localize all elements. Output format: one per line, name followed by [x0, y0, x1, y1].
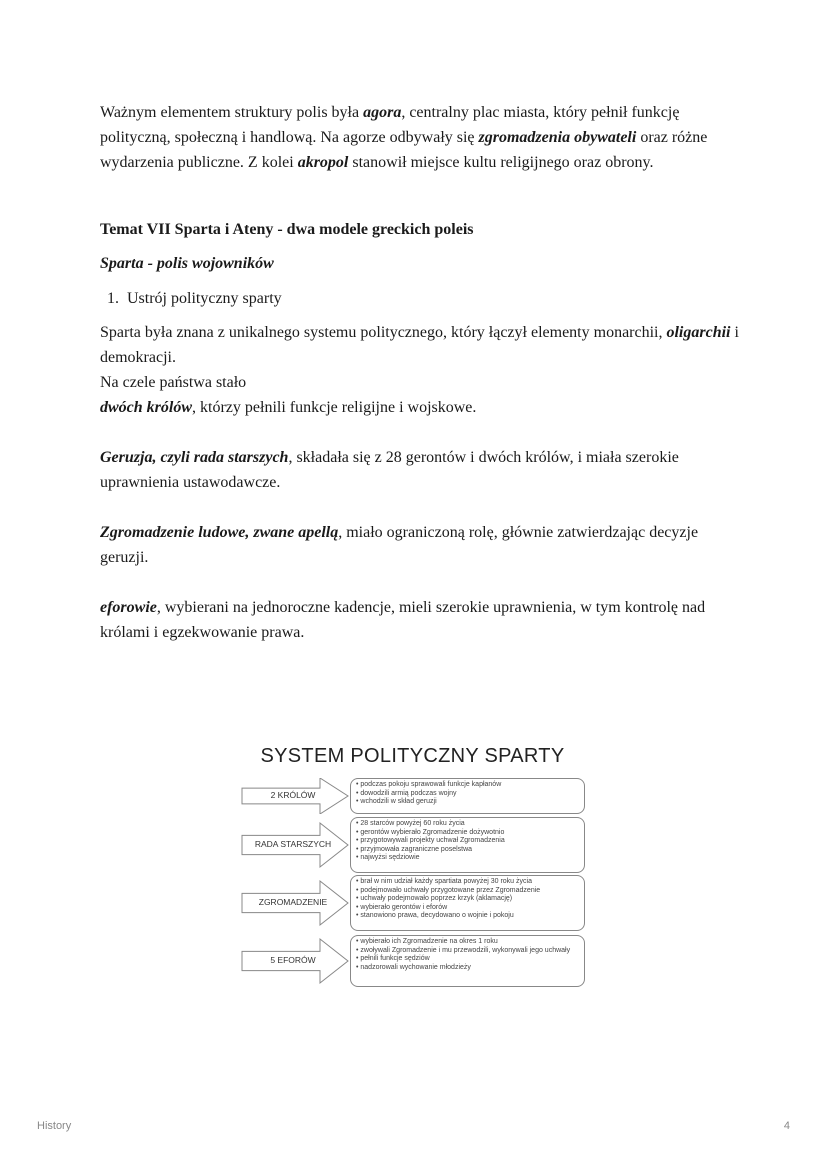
diagram-row-label: 2 KRÓLÓW — [270, 790, 316, 800]
diagram-bullet: • 28 starców powyżej 60 roku życia — [356, 820, 465, 827]
term-zgromadzenia: zgromadzenia obywateli — [478, 129, 637, 146]
text: , składała się z 28 gerontów i dwóch królów, i miała szerokie uprawnienia ustawodawcze. — [100, 449, 679, 491]
text: , wybierani na jednoroczne kadencje, mieli szerokie uprawnienia, w tym kontrolę nad królami i egzekwowanie prawa. — [100, 599, 706, 641]
diagram-bullet: • gerontów wybierało Zgromadzenie dożywotnio — [356, 828, 505, 836]
diagram-bullet: • dowodzili armią podczas wojny — [356, 789, 457, 797]
text: , którzy pełnili funkcje religijne i wojskowe. — [192, 399, 477, 416]
text: Na czele państwa stało — [100, 374, 247, 391]
diagram-row — [235, 778, 590, 814]
diagram-bullet: • nadzorowali wychowanie młodzieży — [356, 963, 471, 971]
footer-page-number: 4 — [783, 1120, 790, 1132]
diagram-row-label: RADA STARSZYCH — [254, 839, 332, 849]
diagram-title: SYSTEM POLITYCZNY SPARTY — [260, 745, 565, 767]
diagram-bullet: • wchodzili w skład geruzji — [356, 798, 437, 806]
text: Ważnym elementem struktury polis była — [100, 104, 364, 121]
text: oraz różne wydarzenia publiczne. Z kolei — [100, 129, 708, 171]
paragraph-apella — [100, 520, 740, 570]
term-akropol: akropol — [297, 154, 349, 171]
term-dwoch-krolow: dwóch królów — [100, 399, 193, 416]
diagram-bullet: • stanowiono prawa, decydowano o wojnie i pokoju — [356, 912, 514, 920]
list-item-text: Ustrój polityczny sparty — [127, 290, 282, 307]
diagram-bullet: • podejmowało uchwały przygotowane przez Zgromadzenie — [356, 886, 541, 894]
diagram-bullet: • pełnili funkcje sędziów — [356, 955, 430, 963]
text: , miało ograniczoną rolę, głównie zatwierdzając decyzje geruzji. — [100, 524, 699, 566]
diagram-row-details — [350, 935, 585, 987]
diagram-row — [235, 935, 590, 987]
diagram-bullet: • najwyżsi sędziowie — [356, 854, 420, 862]
diagram-row-details — [350, 817, 585, 873]
diagram-row-label: 5 EFORÓW — [270, 955, 316, 965]
diagram-bullet: • przygotowywali projekty uchwał Zgromadzenia — [356, 837, 505, 845]
diagram-bullet: • wybierało ich Zgromadzenie na okres 1 roku — [356, 938, 498, 945]
diagram-bullet: • przyjmowała zagraniczne poselstwa — [356, 845, 473, 853]
diagram-bullet: • brał w nim udział każdy spartiata powyżej 30 roku życia — [356, 878, 532, 885]
diagram-row-label: ZGROMADZENIE — [258, 897, 328, 907]
diagram-row — [235, 817, 590, 873]
diagram-bullet: • zwoływali Zgromadzenie i mu przewodzili, wykonywali jego uchwały — [356, 946, 571, 954]
paragraph-ustroj — [100, 320, 740, 420]
text: , centralny plac miasta, który pełnił funkcję polityczną, społeczną i handlową. Na agorze odbywały się — [100, 104, 680, 146]
term-agora: agora — [363, 104, 402, 121]
section-subheading: Sparta - polis wojowników — [100, 255, 274, 272]
diagram-bullet: • wybierało gerontów i eforów — [356, 903, 448, 911]
text: stanowił miejsce kultu religijnego oraz obrony. — [348, 154, 654, 171]
list-item — [107, 286, 747, 311]
term-eforowie: eforowie — [100, 599, 157, 616]
text: Sparta była znana z unikalnego systemu politycznego, który łączył elementy monarchii, — [100, 324, 667, 341]
diagram-row-details — [350, 778, 585, 814]
diagram-row-details — [350, 875, 585, 931]
diagram-bullet: • podczas pokoju sprawowali funkcje kapłanów — [356, 781, 502, 788]
footer-subject: History — [37, 1120, 72, 1132]
term-geruzja: Geruzja, czyli rada starszych — [100, 449, 289, 466]
sparta-political-system-diagram — [235, 735, 590, 995]
list-number: 1. — [107, 290, 119, 307]
term-apella: Zgromadzenie ludowe, zwane apellą — [100, 524, 339, 541]
diagram-bullet: • uchwały podejmowało poprzez krzyk (aklamację) — [356, 895, 513, 903]
text: i demokracji. — [100, 324, 739, 366]
paragraph-eforowie — [100, 595, 740, 645]
term-oligarchii: oligarchii — [666, 324, 731, 341]
paragraph-agora — [100, 100, 740, 175]
diagram-row — [235, 875, 590, 931]
section-heading: Temat VII Sparta i Ateny - dwa modele greckich poleis — [100, 221, 474, 238]
paragraph-geruzja — [100, 445, 740, 495]
